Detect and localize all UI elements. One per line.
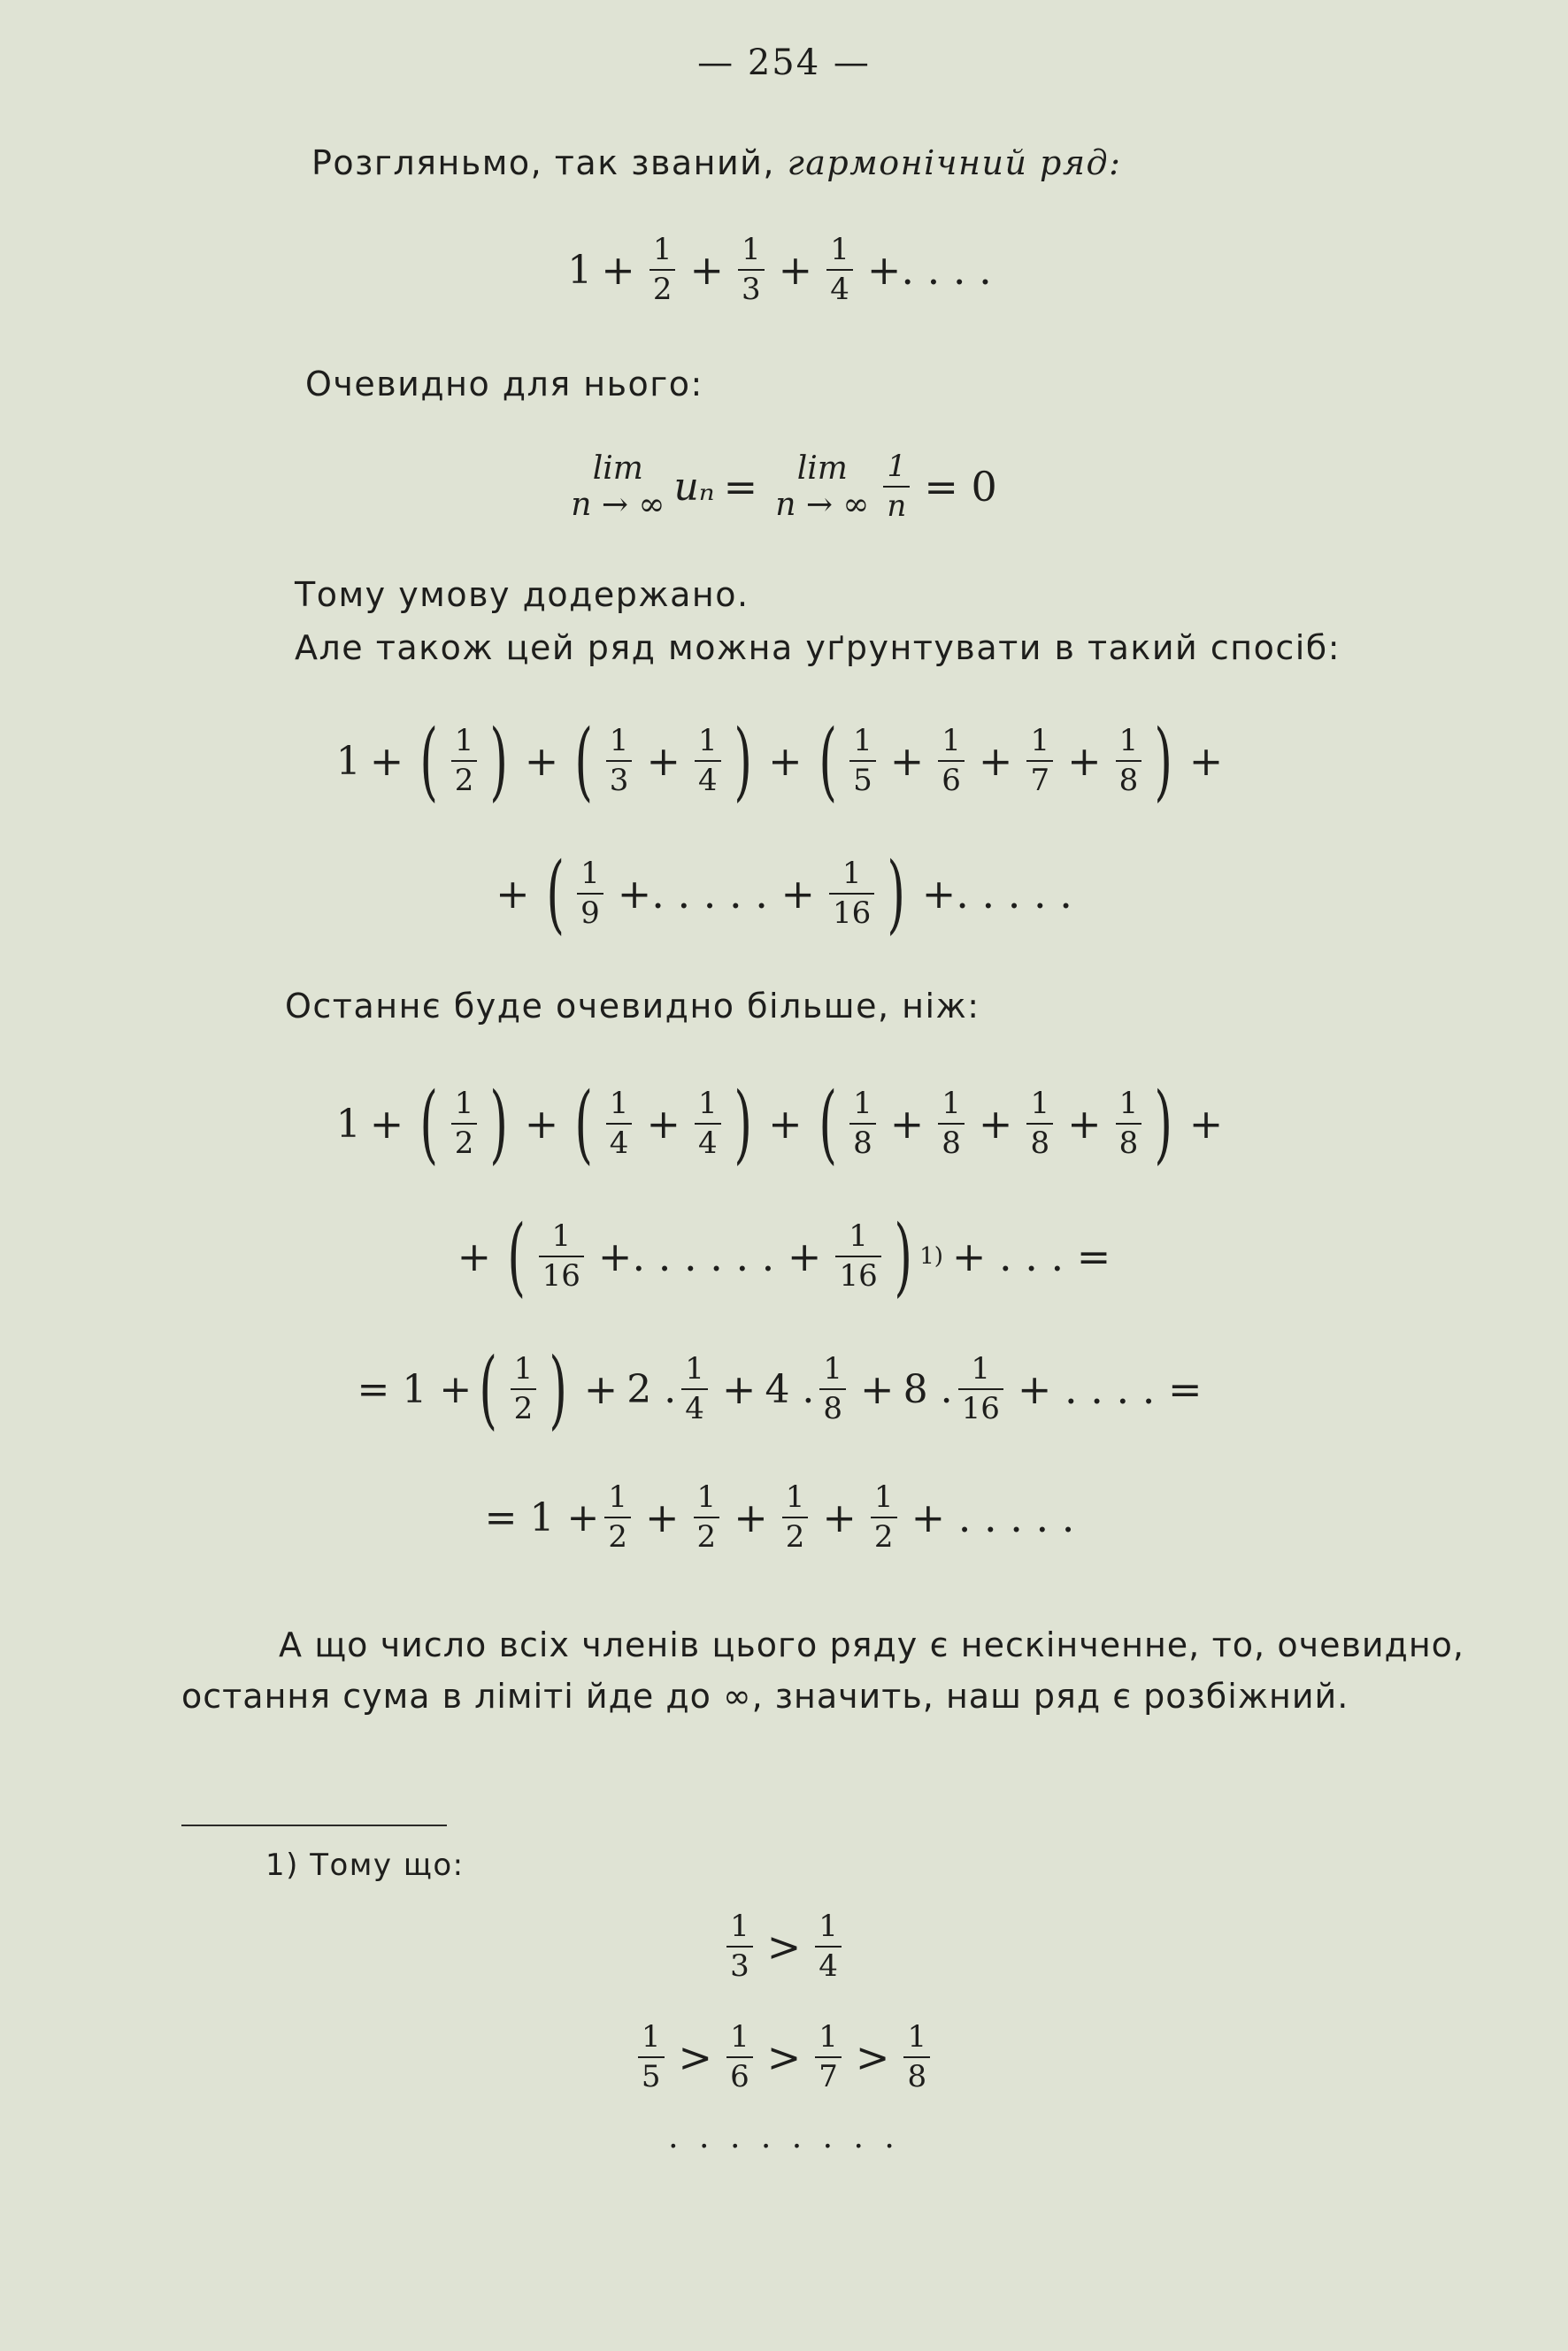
series-term-3: $\frac{1}{4}$ [826,233,853,307]
sum-line: = 1 + ( $\frac{1}{2}$ ) + 2 . $\frac{1}{4}$ + 4 . $\frac{1}{8}$ + 8 . $\frac{1}{16}$ + . . . . = [357,1340,1203,1439]
grouped-series-line-2: + ( $\frac{1}{9}$ +. . . . . + $\frac{1}{16}$ ) +. . . . . [496,844,1072,943]
intro-text: Розгляньмо, так званий, [311,143,775,182]
limit-un: uₙ [673,464,715,510]
intro-line [311,143,1121,182]
harmonic-series-formula: 1 + $\frac{1}{2}$ + $\frac{1}{3}$ + $\frac{1}{4}$ +. . . . [567,231,992,307]
limit-fraction: $\frac{1}{n}$ [883,449,910,524]
last-text: Останнє буде очевидно більше, ніж: [285,987,980,1026]
footnote-ineq-1: $\frac{1}{3}$ > $\frac{1}{4}$ [0,1898,1568,1995]
limit-formula: lim n → ∞ uₙ = lim n → ∞ $\frac{1}{n}$ = 0 [571,448,997,524]
series-tail: +. . . . [866,246,992,294]
page-number: — 254 — [697,42,871,83]
harmonic-series-term: гармонічний ряд: [787,143,1122,182]
grouping-text: Але також цей ряд можна уґрунтувати в такий спосіб: [295,628,1341,667]
limit-left: lim n → ∞ [571,450,665,523]
limit-right: lim n → ∞ [775,450,870,523]
series-term-1: $\frac{1}{2}$ [649,233,676,307]
footnote-divider [181,1825,447,1826]
footnote-marker[interactable]: 1) [919,1243,943,1270]
conclusion-paragraph: А що число всіх членів цього ряду є нескінченне, то, очевидно, остання сума в ліміті йде до ∞, значить, наш ряд є розбіжний. [181,1625,1464,1716]
final-line: = 1 + $\frac{1}{2}$ + $\frac{1}{2}$ + $\frac{1}{2}$ + $\frac{1}{2}$ + . . . . . [484,1479,1075,1555]
condition-met-text: Тому умову додержано. [295,575,749,614]
comparison-line-2: + ( $\frac{1}{16}$ +. . . . . . + $\frac{1}{16}$ ) 1) + . . . = [457,1207,1111,1306]
footnote-label: 1) Тому що: [265,1848,465,1883]
series-term-2: $\frac{1}{3}$ [738,233,765,307]
grouped-series-line-1: 1 + ( $\frac{1}{2}$ ) + ( $\frac{1}{3}$ + $\frac{1}{4}$ ) + ( $\frac{1}{5}$ + $\frac{1}{6}$ + $\frac{1}{7}$ + $\frac{1}{8}$ ) + [335,711,1224,811]
series-lead: 1 [567,247,593,293]
footnote-ineq-2: $\frac{1}{5}$ > $\frac{1}{6}$ > $\frac{1}{7}$ > $\frac{1}{8}$ [0,2009,1568,2106]
obvious-text: Очевидно для нього: [305,365,703,403]
limit-result: = 0 [924,463,997,511]
footnote-dots: . . . . . . . . [668,2118,900,2155]
comparison-line-1: 1 + ( $\frac{1}{2}$ ) + ( $\frac{1}{4}$ + $\frac{1}{4}$ ) + ( $\frac{1}{8}$ + $\frac{1}{8}$ + $\frac{1}{8}$ + $\frac{1}{8}$ ) + [335,1074,1224,1173]
